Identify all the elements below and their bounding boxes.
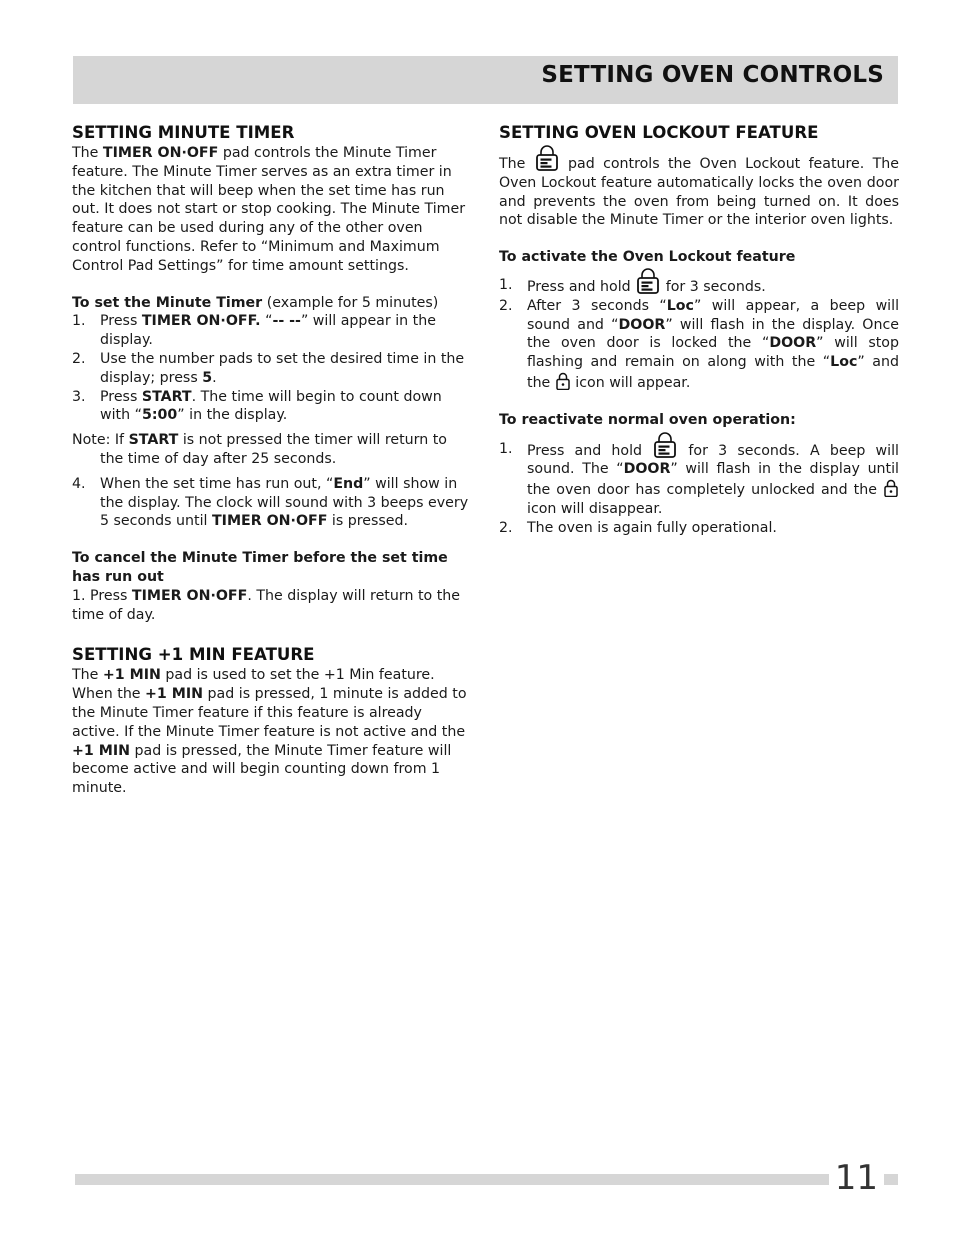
list-item [499, 276, 899, 297]
text: Loc [666, 297, 694, 314]
left-column [72, 122, 472, 798]
text: . The time will begin to count down with “ [100, 388, 442, 424]
text: After 3 seconds “ [527, 297, 667, 314]
step-number: 2. [499, 519, 513, 536]
text: The [72, 667, 103, 684]
text: icon will appear. [570, 374, 691, 391]
step-number: 4. [72, 475, 86, 492]
list-item [72, 312, 472, 350]
list-item [72, 350, 472, 388]
text: . [212, 369, 217, 386]
text: pad is used to set the +1 Min feature. When the [72, 667, 435, 703]
text: “ [260, 313, 273, 330]
text: The [72, 145, 103, 161]
lockout-heading: SETTING OVEN LOCKOUT FEATURE [499, 123, 819, 142]
bold-text: +1 MIN [102, 667, 161, 684]
text: ” will stop flashing and remain on along with the “ [527, 335, 899, 371]
spacer [72, 276, 472, 294]
timer-note [72, 431, 472, 469]
timer-step-4 [72, 475, 472, 531]
text: Note: If [72, 432, 129, 449]
spacer [499, 393, 899, 411]
page-number: 11 [829, 1158, 884, 1198]
text: ” will flash in the display. Once the oven door is locked the “ [527, 316, 899, 352]
text: Use the number pads to set the desired time in the display; press [100, 350, 465, 386]
lock-pad-icon [637, 276, 659, 294]
padlock-icon [556, 372, 570, 390]
footer-bar [75, 1174, 898, 1185]
text: (example for 5 minutes) [262, 294, 439, 311]
bold-text: START [128, 432, 179, 449]
bold-text: TIMER ON·OFF [102, 145, 219, 161]
bold-text: +1 MIN [72, 742, 130, 759]
list-item [72, 475, 472, 531]
step-text [100, 476, 468, 530]
text: DOOR [618, 316, 666, 333]
step-number: 1. [72, 313, 86, 330]
step-text [100, 351, 464, 386]
activate-lockout-heading: To activate the Oven Lockout feature [499, 249, 796, 266]
text: ” and the [527, 354, 899, 391]
text: pad controls the Minute Timer feature. The Minute Timer serves as an extra timer in the kitchen that will beep when the set time has run out. It does not start or stop cooking. The Minute Timer feature can be used during any of the other oven control functions. Refer to “Minimum and Maximum Control Pad Settings” for time amount settings. [72, 145, 466, 274]
step-text [100, 313, 436, 348]
plus-one-min-body [72, 666, 472, 798]
reactivate-heading: To reactivate normal oven operation: [499, 411, 796, 428]
text: pad is pressed, the Minute Timer feature will become active and will begin counting down from 1 minute. [72, 742, 452, 797]
text: for 3 seconds. [661, 278, 766, 295]
text: DOOR [623, 461, 671, 478]
text: DOOR [769, 335, 817, 352]
bold-text: TIMER ON·OFF [211, 513, 328, 530]
bold-text: To set the Minute Timer [72, 294, 263, 311]
text: is pressed. [327, 513, 409, 530]
lock-pad-icon [654, 440, 676, 458]
text: The [499, 156, 534, 172]
list-item [499, 519, 899, 538]
plus-one-min-heading: SETTING +1 MIN FEATURE [72, 645, 315, 665]
lock-pad-icon [536, 153, 558, 171]
spacer [72, 531, 472, 549]
bold-text: End [333, 475, 364, 492]
step-number: 1. [499, 440, 513, 457]
text: Press [100, 388, 142, 405]
reactivate-steps [499, 440, 899, 538]
cancel-timer-step [72, 587, 472, 625]
text: for 3 seconds. A beep will sound. The “ [527, 442, 899, 478]
text: 1. Press [72, 587, 132, 604]
right-column [499, 122, 899, 538]
step-number: 2. [499, 297, 513, 314]
text: pad controls the Oven Lockout feature. The Oven Lockout feature automatically locks the oven door and prevents the oven from being turned on. It does not disable the Minute Timer or the interior oven lights. [499, 156, 900, 229]
minute-timer-intro [72, 144, 472, 276]
header-bar [73, 56, 898, 104]
step-text [100, 389, 442, 424]
cancel-timer-heading: To cancel the Minute Timer before the set time has run out [72, 550, 448, 585]
spacer [72, 624, 472, 644]
bold-text: TIMER ON·OFF. [141, 313, 261, 330]
text: When the set time has run out, “ [100, 475, 334, 492]
text: ” will appear, a beep will sound and “ [527, 297, 900, 333]
padlock-icon [884, 479, 898, 497]
list-item [72, 388, 472, 426]
text: ” in the display. [177, 407, 288, 424]
text: icon will disappear. [527, 500, 663, 517]
text: Loc [830, 354, 858, 371]
activate-lockout-steps [499, 276, 899, 393]
bold-text: TIMER ON·OFF [131, 587, 248, 604]
page-title: SETTING OVEN CONTROLS [541, 62, 884, 88]
set-timer-heading [72, 294, 472, 313]
bold-text: START [141, 388, 192, 405]
lockout-intro [499, 153, 899, 230]
text: pad is pressed, 1 minute is added to the Minute Timer feature if this feature is already active. If the Minute Timer feature is not active and the [72, 686, 467, 740]
bold-text: -- -- [272, 313, 301, 330]
text: Press and hold [527, 442, 653, 459]
step-number: 1. [499, 276, 513, 293]
text: Press and hold [527, 278, 636, 295]
text: ” will show in the display. The clock will sound with 3 beeps every 5 seconds until [100, 475, 469, 530]
text: Press [100, 313, 142, 330]
text: The oven is again fully operational. [527, 519, 777, 536]
minute-timer-heading: SETTING MINUTE TIMER [72, 123, 295, 142]
set-timer-steps [72, 312, 472, 425]
list-item [499, 297, 899, 393]
bold-text: 5:00 [141, 407, 178, 424]
text: is not pressed the timer will return to the time of day after 25 seconds. [100, 432, 447, 467]
list-item [499, 440, 899, 519]
bold-text: 5 [202, 369, 213, 386]
text: ” will appear in the display. [100, 313, 436, 349]
text: . The display will return to the time of day. [72, 587, 460, 623]
spacer [499, 230, 899, 248]
step-number: 2. [72, 350, 86, 367]
bold-text: +1 MIN [145, 686, 204, 703]
step-number: 3. [72, 388, 86, 405]
text: ” will flash in the display until the oven door has completely unlocked and the [527, 461, 899, 499]
